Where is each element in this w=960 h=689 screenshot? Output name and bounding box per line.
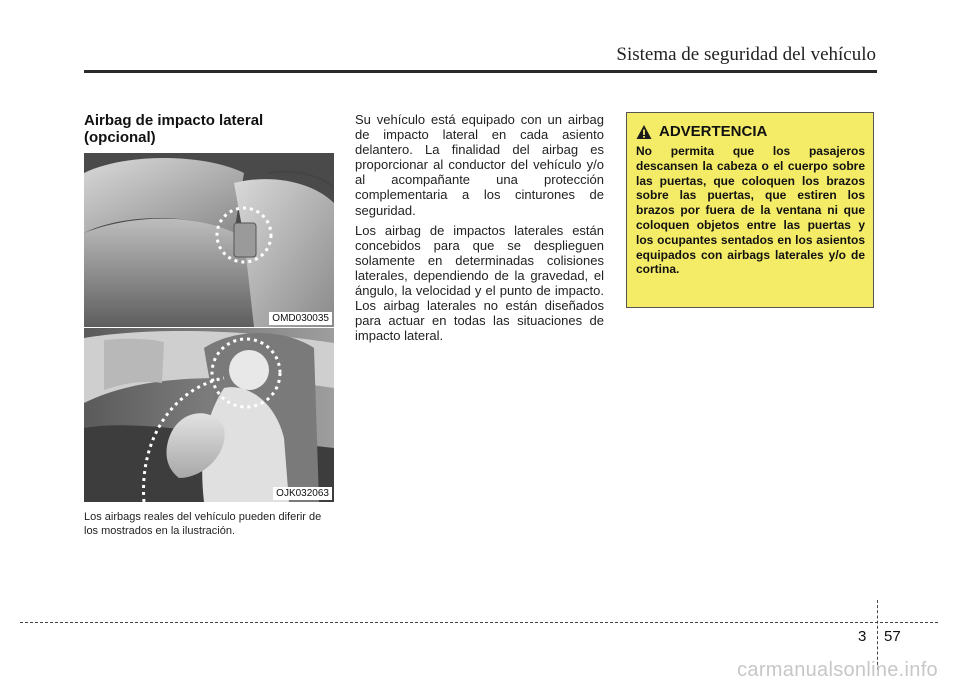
warning-triangle-icon xyxy=(636,124,652,140)
watermark: carmanualsonline.info xyxy=(737,659,938,681)
occupant-illustration xyxy=(84,328,334,502)
warning-text: No permita que los pasajeros descansen la cabeza o el cuerpo sobre las puertas, que coloquen los brazos sobre las puertas, que estiren los brazos por fuera de la ventana ni que coloquen objetos entre las puertas y los ocupantes sentados en los asientos equipados con airbags laterales y/o de cortina. xyxy=(636,144,865,277)
figure-code-label: OJK032063 xyxy=(273,487,332,500)
warning-header xyxy=(636,123,865,140)
page-header-title: Sistema de seguridad del vehículo xyxy=(616,44,876,65)
seat-illustration xyxy=(84,153,334,327)
body-text xyxy=(355,112,604,348)
header-rule xyxy=(84,70,877,73)
warning-title: ADVERTENCIA xyxy=(659,123,768,140)
footer-rule xyxy=(20,622,938,623)
page-chapter: 3 xyxy=(858,628,867,645)
body-paragraph: Los airbag de impactos laterales están concebidos para que se desplieguen solamente en determinadas colisiones laterales, dependiendo de la gravedad, el ángulo, la velocidad y el punto de impacto. Los airbag laterales no están diseñados para actuar en todas las situaciones de impacto lateral. xyxy=(355,222,604,344)
figure-occupant-airbag xyxy=(84,328,334,502)
figure-seat-airbag xyxy=(84,153,334,327)
page-number: 57 xyxy=(884,628,901,645)
warning-box xyxy=(626,112,874,308)
figure-caption: Los airbags reales del vehículo pueden diferir de los mostrados en la ilustración. xyxy=(84,511,322,537)
body-paragraph: Su vehículo está equipado con un airbag de impacto lateral en cada asiento delantero. La finalidad del airbag es proporcionar al conductor del vehículo y/o al acompañante una protección complementaria a los cinturones de seguridad. xyxy=(355,112,604,218)
figure-code-label: OMD030035 xyxy=(269,312,332,325)
section-title: Airbag de impacto lateral (opcional) xyxy=(84,112,264,146)
